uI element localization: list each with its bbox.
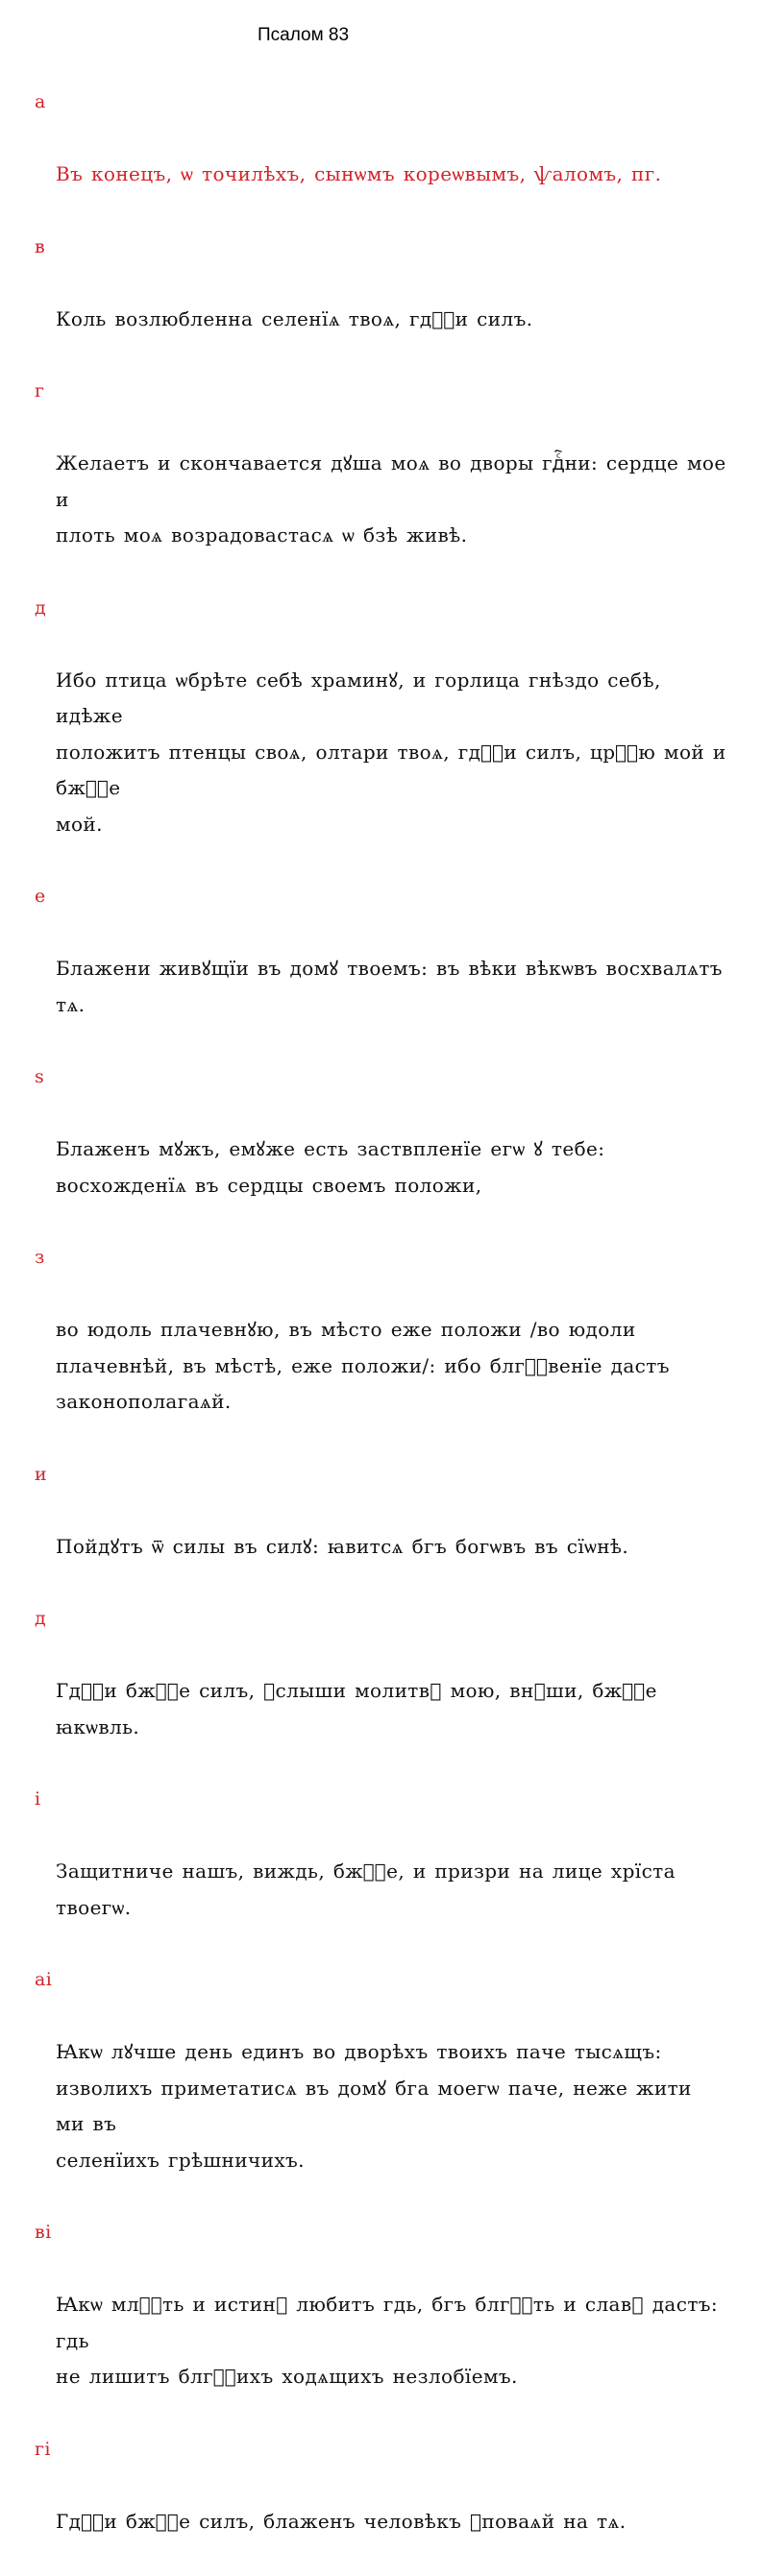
verse-text: Блаженъ мꙋжъ, емꙋже есть заствпленїе егѡ ꙋ тебе: восхожденїѧ въ сердцы своемъ положи, <box>56 1137 605 1197</box>
verse-text: Ибо птица ѡбрѣте себѣ храминꙋ, и горлица гнѣздо себѣ, идѣже положитъ птенцы своѧ, олтари твоѧ, гдⷭ҇и силъ, црⷭ҇ю мой и бжⷭ҇е мой. <box>56 668 726 836</box>
verse-text: Ꙗкѡ лꙋчше день единъ во дворѣхъ твоихъ паче тысѧщъ: изволихъ приметатисѧ въ домꙋ бга моегѡ паче, неже жити ми въ селенїихъ грѣшничихъ. <box>56 2040 692 2172</box>
verse-text: Защитниче нашъ, виждь, бжⷭ҇е, и призри на лице хрїста твоегѡ. <box>56 1859 676 1919</box>
verse-13 <box>35 2432 726 2576</box>
verse-number: гі <box>35 2438 51 2460</box>
psalm-verses <box>35 85 726 2576</box>
verse-text: Ꙗкѡ млⷭ҇ть и истинꙋ любитъ гдь, бгъ блгⷭ҇ть и славꙋ дастъ: гдь не лишитъ блгⷭ҇ихъ ходѧщихъ незлобїемъ. <box>56 2293 719 2388</box>
verse-number: а <box>35 91 46 112</box>
verse-11 <box>35 1962 726 2215</box>
verse-text: Блажени живꙋщїи въ домꙋ твоемъ: въ вѣки вѣкѡвъ восхвалѧтъ тѧ. <box>56 957 723 1016</box>
verse-text: Пойдꙋтъ ѿ силы въ силꙋ: ꙗвитсѧ бгъ богѡвъ въ сїѡнѣ. <box>56 1534 629 1558</box>
verse-number: в <box>35 235 46 257</box>
verse-10 <box>35 1782 726 1962</box>
verse-1 <box>35 85 726 229</box>
verse-7 <box>35 1240 726 1456</box>
verse-4 <box>35 591 726 879</box>
page-title: Псалом 83 <box>258 25 350 45</box>
verse-number: и <box>35 1463 48 1485</box>
verse-number: г <box>35 380 45 401</box>
verse-6 <box>35 1059 726 1240</box>
verse-12 <box>35 2215 726 2431</box>
verse-text: Гдⷭ҇и бжⷭ҇е силъ, ꙋслыши молитвꙋ мою, внꙋши, бжⷭ҇е ꙗкѡвль. <box>56 1679 657 1738</box>
verse-text: во юдоль плачевнꙋю, въ мѣсто еже положи /во юдоли плачевнѣй, въ мѣстѣ, еже положи/: ибо блгⷭ҇венїе дастъ законополагаѧй. <box>56 1318 670 1413</box>
verse-text: Желаетъ и скончавается дꙋша моѧ во дворы гдⷭ҇ни: сердце мое и плоть моѧ возрадовастасѧ ѡ бзѣ живѣ. <box>56 451 726 547</box>
verse-8 <box>35 1457 726 1601</box>
verse-number: д <box>35 1608 47 1629</box>
verse-3 <box>35 374 726 590</box>
verse-number: ѕ <box>35 1066 45 1087</box>
verse-text: Гдⷭ҇и бжⷭ҇е силъ, блаженъ человѣкъ ꙋповаѧй на тѧ. <box>56 2509 627 2533</box>
verse-text: Коль возлюбленна селенїѧ твоѧ, гдⷭ҇и силъ. <box>56 306 533 330</box>
verse-text: Въ конецъ, ѡ точилѣхъ, сынѡмъ кореѡвымъ, ѱаломъ, пг. <box>56 162 662 185</box>
verse-number: аі <box>35 1969 53 1990</box>
verse-number: і <box>35 1788 41 1810</box>
verse-number: ві <box>35 2222 52 2243</box>
verse-9 <box>35 1601 726 1782</box>
verse-number: д <box>35 596 47 619</box>
verse-5 <box>35 879 726 1059</box>
verse-2 <box>35 230 726 374</box>
verse-number: е <box>35 886 46 907</box>
verse-number: з <box>35 1247 45 1268</box>
